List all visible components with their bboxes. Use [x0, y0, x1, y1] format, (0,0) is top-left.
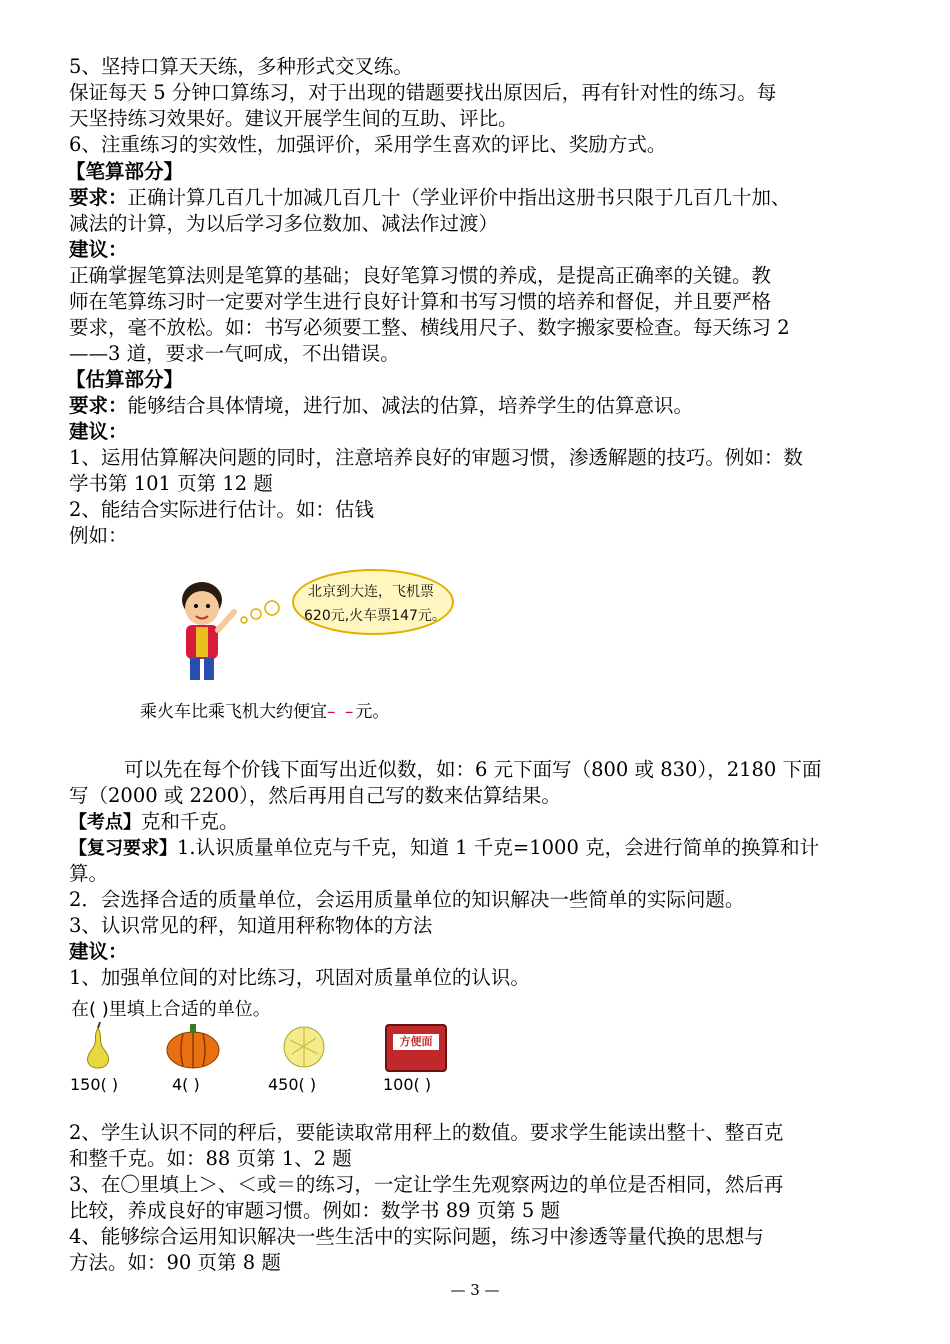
- text-line: 师在笔算练习时一定要对学生进行良好计算和书写习惯的培养和督促，并且要严格: [69, 290, 772, 313]
- text-line: 可以先在每个价钱下面写出近似数，如：6 元下面写（800 或 830），2180 下面: [124, 758, 822, 781]
- text-line: 天坚持练习效果好。建议开展学生间的互助、评比。: [69, 107, 518, 130]
- key-point-label: 【考点】: [69, 812, 141, 833]
- speech-bubble: [292, 569, 454, 635]
- instant-noodle-icon: [385, 1024, 447, 1072]
- text-line: 4、能够综合运用知识解决一些生活中的实际问题，练习中渗透等量代换的思想与: [69, 1225, 764, 1248]
- weight-blank: 100( ): [383, 1075, 432, 1094]
- section-heading-estimate: 【估算部分】: [66, 368, 184, 391]
- suggestion-label: 建议：: [69, 940, 128, 963]
- text-line: 1、运用估算解决问题的同时，注意培养良好的审题习惯，渗透解题的技巧。例如：数: [69, 446, 803, 469]
- exercise-header: 在( )里填上合适的单位。: [71, 999, 271, 1020]
- requirement-text: 正确计算几百几十加减几百几十（学业评价中指出这册书只限于几百几十加、: [127, 186, 791, 209]
- text-line: 3、在〇里填上＞、＜或＝的练习，一定让学生先观察两边的单位是否相同，然后再: [69, 1173, 784, 1196]
- bubble-text: 620元,火车票147元。: [304, 608, 446, 624]
- text-line: 方法。如：90 页第 8 题: [69, 1251, 281, 1274]
- requirement-written: [69, 185, 889, 211]
- illustration-caption: [140, 697, 389, 722]
- noodle-label: 方便面: [393, 1034, 439, 1050]
- bubble-text: 北京到大连，飞机票: [308, 584, 434, 600]
- text-line: 写（2000 或 2200），然后再用自己写的数来估算结果。: [69, 784, 561, 807]
- weight-blank: 4( ): [172, 1075, 200, 1094]
- text-line: 5、坚持口算天天练，多种形式交叉练。: [69, 55, 413, 78]
- text-line: 学书第 101 页第 12 题: [69, 472, 273, 495]
- requirement-label: 要求：: [69, 394, 128, 417]
- text-line: 算。: [69, 862, 109, 885]
- text-line: 保证每天 5 分钟口算练习，对于出现的错题要找出原因后，再有针对性的练习。每: [69, 81, 777, 104]
- weight-blank: 450( ): [268, 1075, 317, 1094]
- text-line: 2、能结合实际进行估计。如：估钱: [69, 498, 374, 521]
- page-number: — 3 —: [450, 1281, 500, 1299]
- requirement-estimate: [69, 393, 889, 419]
- text-line: 正确掌握笔算法则是笔算的基础；良好笔算习惯的养成，是提高正确率的关键。教: [69, 264, 772, 287]
- melon-icon: [280, 1022, 328, 1070]
- text-line: 3、认识常见的秤，知道用秤称物体的方法: [69, 914, 433, 937]
- boy-illustration: [160, 570, 300, 690]
- suggestion-label: 建议：: [69, 420, 128, 443]
- text-line: 2．会选择合适的质量单位，会运用质量单位的知识解决一些简单的实际问题。: [69, 888, 745, 911]
- caption-text: 元。: [355, 702, 390, 722]
- text-line: 1、加强单位间的对比练习，巩固对质量单位的认识。: [69, 966, 530, 989]
- text-line: 例如：: [69, 524, 128, 547]
- key-point: [69, 809, 889, 836]
- caption-blank: – –: [327, 702, 356, 722]
- text-line: 要求，毫不放松。如：书写必须要工整、横线用尺子、数字搬家要检查。每天练习 2: [69, 316, 790, 339]
- review-label: 【复习要求】: [69, 838, 177, 859]
- pear-icon: [78, 1022, 118, 1070]
- text-line: 比较，养成良好的审题习惯。例如：数学书 89 页第 5 题: [69, 1199, 561, 1222]
- weight-blank: 150( ): [70, 1075, 119, 1094]
- review-requirements: [69, 835, 889, 862]
- text-line: 减法的计算，为以后学习多位数加、减法作过渡）: [69, 212, 499, 235]
- requirement-label: 要求：: [69, 186, 128, 209]
- text-line: 和整千克。如：88 页第 1、2 题: [69, 1147, 352, 1170]
- key-point-text: 克和千克。: [141, 810, 239, 833]
- text-line: 2、学生认识不同的秤后，要能读取常用秤上的数值。要求学生能读出整十、整百克: [69, 1121, 784, 1144]
- requirement-text: 能够结合具体情境，进行加、减法的估算，培养学生的估算意识。: [127, 394, 694, 417]
- text-line: ——3 道，要求一气呵成，不出错误。: [69, 342, 400, 365]
- pumpkin-icon: [165, 1022, 221, 1070]
- suggestion-label: 建议：: [69, 238, 128, 261]
- caption-text: 乘火车比乘飞机大约便宜: [140, 702, 327, 722]
- review-text: 1.认识质量单位克与千克，知道 1 千克=1000 克，会进行简单的换算和计: [177, 836, 820, 859]
- section-heading-written: 【笔算部分】: [66, 160, 184, 183]
- text-line: 6、注重练习的实效性，加强评价，采用学生喜欢的评比、奖励方式。: [69, 133, 667, 156]
